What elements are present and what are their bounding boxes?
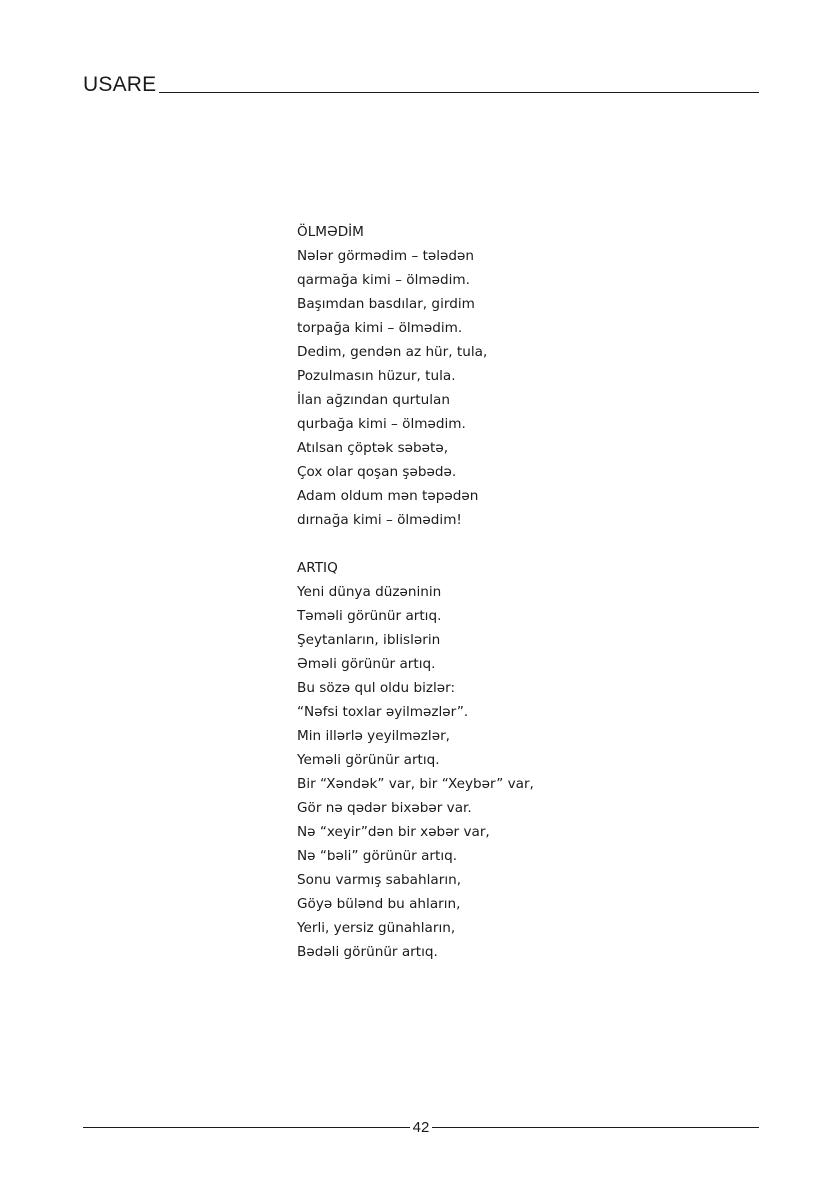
poem-line: Əməli görünür artıq.	[297, 656, 436, 672]
footer-rule-left	[83, 1127, 410, 1128]
poem-line: Atılsan çöptək səbətə,	[297, 440, 449, 456]
poem-line: Dedim, gendən az hür, tula,	[297, 344, 488, 360]
poem-line: qurbağa kimi – ölmədim.	[297, 416, 466, 432]
poem-title: ARTIQ	[297, 560, 338, 576]
book-title: USARE	[83, 73, 157, 96]
poem-line: Şeytanların, iblislərin	[297, 632, 441, 648]
poem-line: Nə “bəli” görünür artıq.	[297, 848, 458, 864]
poem-line: qarmağa kimi – ölmədim.	[297, 272, 470, 288]
poems-container	[297, 220, 717, 964]
poem-line: torpağa kimi – ölmədim.	[297, 320, 463, 336]
poem-line: Çox olar qoşan şəbədə.	[297, 464, 457, 480]
poem-line: Bir “Xəndək” var, bir “Xeybər” var,	[297, 776, 534, 792]
poem-line: Gör nə qədər bixəbər var.	[297, 800, 472, 816]
poem-line: Yeni dünya düzəninin	[297, 584, 442, 600]
poem-line: Sonu varmış sabahların,	[297, 872, 462, 888]
poem-line: Min illərlə yeyilməzlər,	[297, 728, 450, 744]
poem-line: Başımdan basdılar, girdim	[297, 296, 475, 312]
poem-line: Pozulmasın hüzur, tula.	[297, 368, 456, 384]
poem-line: Nə “xeyir”dən bir xəbər var,	[297, 824, 490, 840]
poem-line: Yeməli görünür artıq.	[297, 752, 440, 768]
poem-line: Bu sözə qul oldu bizlər:	[297, 680, 456, 696]
poem-title: ÖLMƏDİM	[297, 224, 364, 240]
poem-line: Adam oldum mən təpədən	[297, 488, 479, 504]
poem-line: Nələr görmədim – tələdən	[297, 248, 475, 264]
running-header	[83, 70, 759, 96]
poem-line: “Nəfsi toxlar əyilməzlər”.	[297, 704, 469, 720]
page-number: 42	[412, 1118, 430, 1136]
poem-line: Bədəli görünür artıq.	[297, 944, 438, 960]
poem-artiq	[297, 556, 717, 964]
page-footer	[83, 1115, 759, 1139]
poem-line: Təməli görünür artıq.	[297, 608, 442, 624]
poem-line: dırnağa kimi – ölmədim!	[297, 512, 462, 528]
footer-rule-right	[432, 1127, 759, 1128]
header-rule	[159, 92, 759, 93]
poem-line: Göyə bülənd bu ahların,	[297, 896, 461, 912]
poem-olmedim	[297, 220, 717, 532]
poem-line: İlan ağzından qurtulan	[297, 392, 450, 408]
poem-line: Yerli, yersiz günahların,	[297, 920, 456, 936]
